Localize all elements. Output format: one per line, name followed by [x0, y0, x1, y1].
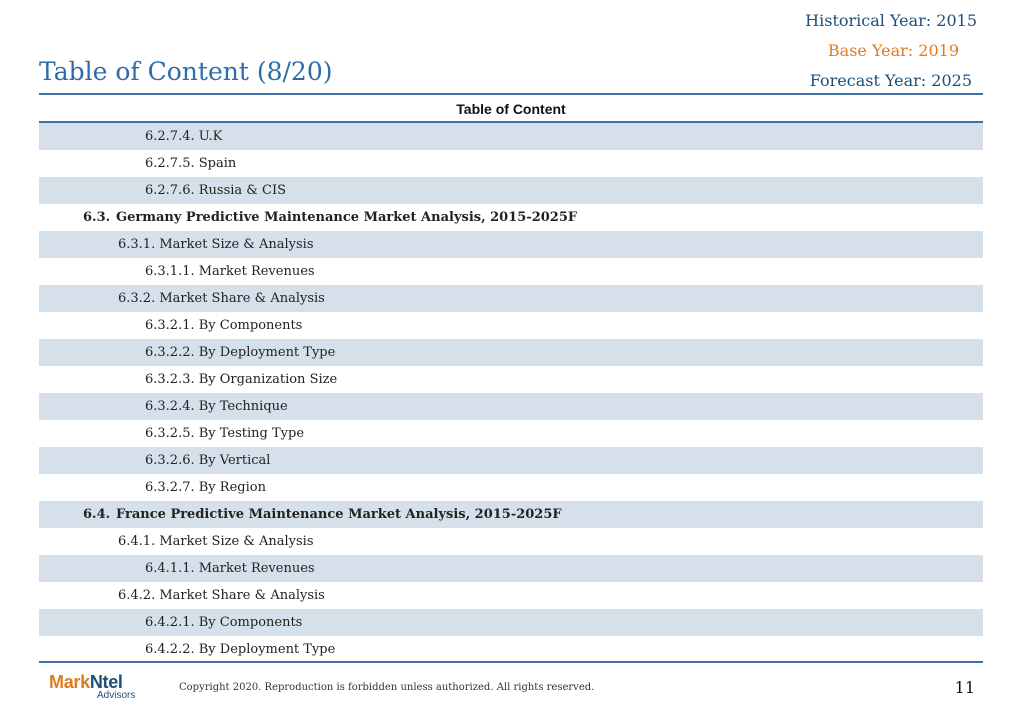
toc-row: [39, 231, 983, 258]
toc-row-label: 6.4.2. Market Share & Analysis: [118, 588, 325, 603]
toc-row: [39, 501, 983, 528]
toc-row-label: Germany Predictive Maintenance Market Analysis, 2015-2025F: [116, 210, 578, 225]
base-year: Base Year: 2019: [827, 41, 959, 60]
toc-row: [39, 285, 983, 312]
toc-row: [39, 393, 983, 420]
forecast-year: Forecast Year: 2025: [809, 71, 972, 90]
toc-row-label: 6.3.1.1. Market Revenues: [145, 264, 315, 279]
toc-row-label: 6.4.1. Market Size & Analysis: [118, 534, 314, 549]
toc-row-label: 6.3.2.5. By Testing Type: [145, 426, 305, 441]
logo-mark-text: Mark: [49, 672, 90, 692]
toc-row: [39, 204, 983, 231]
toc-row: [39, 150, 983, 177]
toc-row: [39, 339, 983, 366]
toc-row: [39, 123, 983, 150]
toc-row-label: 6.4.2.1. By Components: [145, 615, 303, 630]
toc-row-label: 6.3.2.3. By Organization Size: [145, 372, 338, 387]
toc-row-number: 6.3.: [83, 210, 111, 225]
toc-row: [39, 474, 983, 501]
toc-row: [39, 447, 983, 474]
toc-row-label: 6.3.2.2. By Deployment Type: [145, 345, 336, 360]
toc-row-label: 6.3.2.1. By Components: [145, 318, 303, 333]
toc-heading: Table of Content: [39, 93, 983, 123]
toc-row-label: 6.2.7.5. Spain: [145, 156, 237, 171]
toc-row: [39, 555, 983, 582]
toc-row-label: 6.3.1. Market Size & Analysis: [118, 237, 314, 252]
page-title: Table of Content (8/20): [39, 57, 333, 86]
toc-row: [39, 420, 983, 447]
toc-row: [39, 609, 983, 636]
page-number: 11: [954, 678, 975, 697]
toc-row: [39, 636, 983, 663]
copyright-notice: Copyright 2020. Reproduction is forbidden unless authorized. All rights reserved.: [179, 682, 595, 693]
toc-row-label: 6.2.7.4. U.K: [145, 129, 223, 144]
toc-row-label: 6.3.2.4. By Technique: [145, 399, 288, 414]
logo-ntel-text: Ntel: [89, 672, 123, 692]
toc-row-label: 6.4.1.1. Market Revenues: [145, 561, 315, 576]
historical-year: Historical Year: 2015: [805, 11, 977, 30]
toc-row-label: 6.2.7.6. Russia & CIS: [145, 183, 286, 198]
toc-row-label: 6.3.2.7. By Region: [145, 480, 266, 495]
toc-row-label: France Predictive Maintenance Market Analysis, 2015-2025F: [116, 507, 562, 522]
toc-row: [39, 582, 983, 609]
toc-row-number: 6.4.: [83, 507, 111, 522]
marknte-logo: [49, 672, 139, 704]
toc-bottom-rule: [39, 661, 983, 663]
toc-row: [39, 312, 983, 339]
toc-row: [39, 528, 983, 555]
logo-subtitle: Advisors: [97, 690, 136, 701]
toc-row-label: 6.4.2.2. By Deployment Type: [145, 642, 336, 657]
toc-row: [39, 258, 983, 285]
toc-table: [39, 93, 983, 663]
toc-row-label: 6.3.2. Market Share & Analysis: [118, 291, 325, 306]
toc-row-label: 6.3.2.6. By Vertical: [145, 453, 271, 468]
toc-row: [39, 366, 983, 393]
toc-row: [39, 177, 983, 204]
toc-rows: [39, 123, 983, 663]
